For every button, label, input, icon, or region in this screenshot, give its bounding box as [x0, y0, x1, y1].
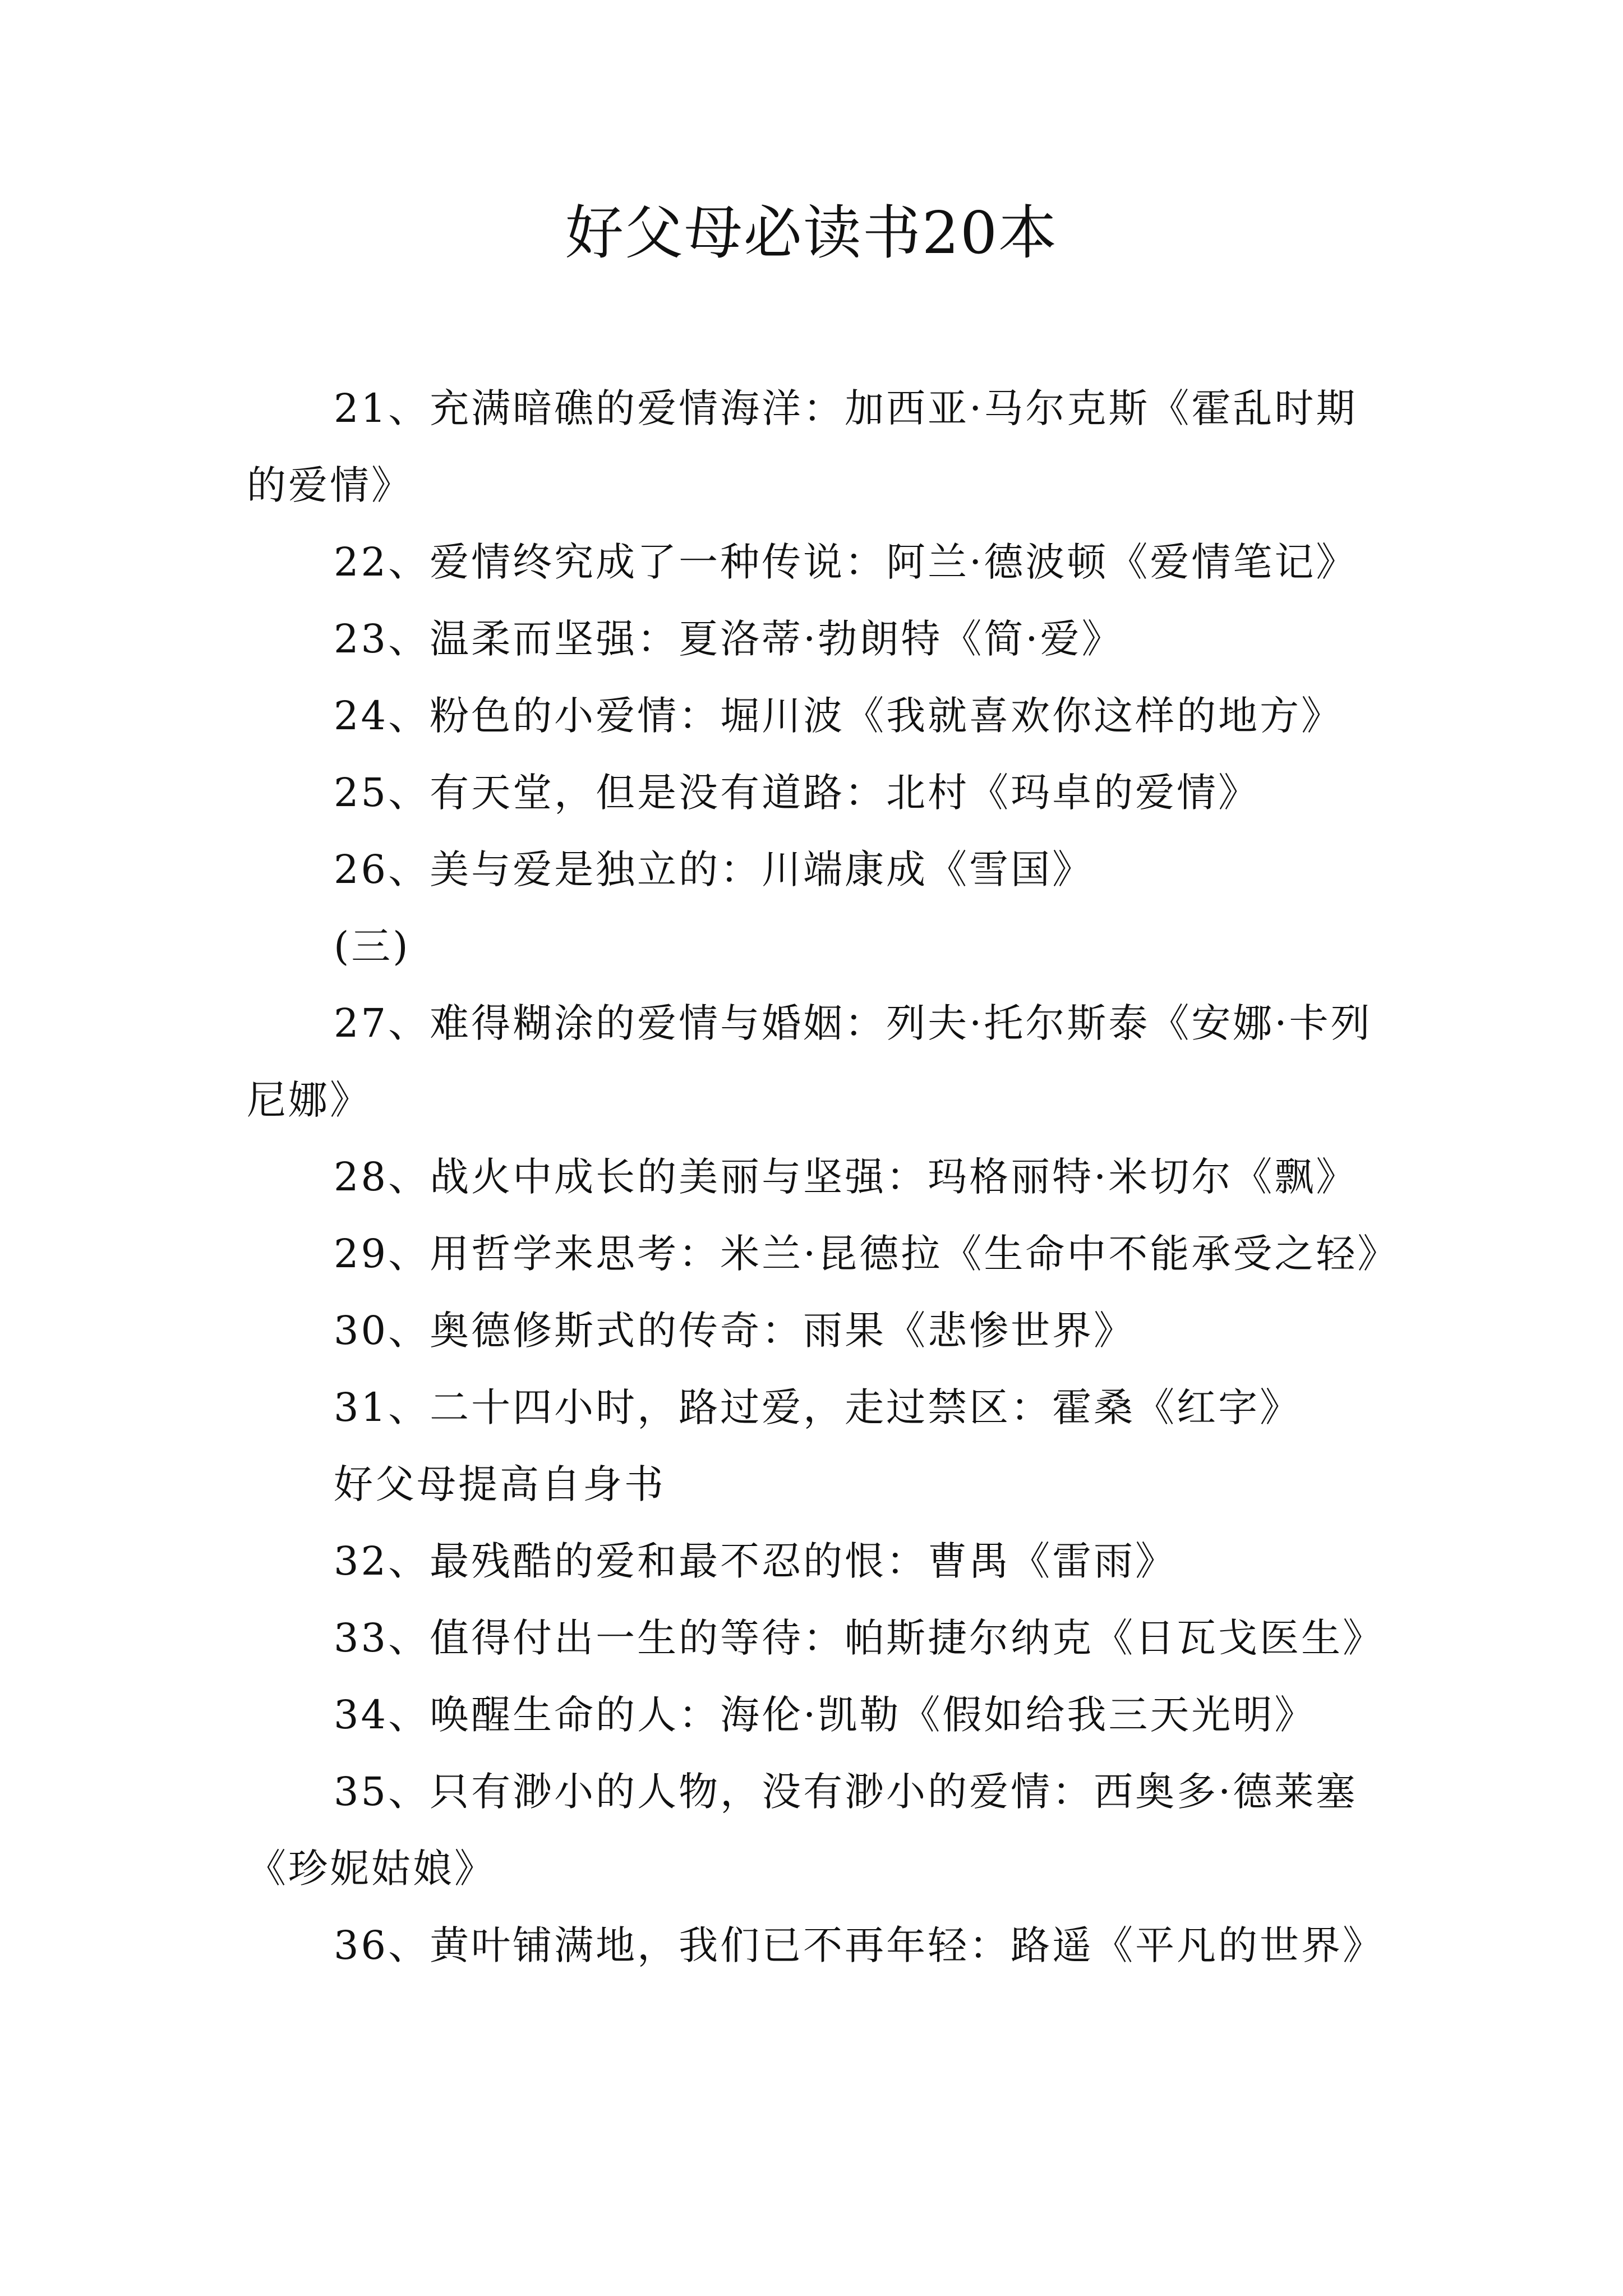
paragraph-33: 33、值得付出一生的等待：帕斯捷尔纳克《日瓦戈医生》	[334, 1615, 1385, 1661]
section-heading-self-improvement: 好父母提高自身书	[334, 1461, 666, 1507]
paragraph-34: 34、唤醒生命的人：海伦·凯勒《假如给我三天光明》	[334, 1692, 1316, 1738]
paragraph-29: 29、用哲学来思考：米兰·昆德拉《生命中不能承受之轻》	[334, 1231, 1399, 1277]
paragraph-30: 30、奥德修斯式的传奇：雨果《悲惨世界》	[334, 1308, 1136, 1354]
paragraph-28: 28、战火中成长的美丽与坚强：玛格丽特·米切尔《飘》	[334, 1154, 1358, 1200]
paragraph-23: 23、温柔而坚强：夏洛蒂·勃朗特《简·爱》	[334, 616, 1123, 662]
paragraph-35: 35、只有渺小的人物，没有渺小的爱情：西奥多·德莱塞《珍妮姑娘》	[247, 1769, 1358, 1892]
paragraph-25: 25、有天堂，但是没有道路：北村《玛卓的爱情》	[334, 770, 1260, 816]
paragraph-21: 21、充满暗礁的爱情海洋：加西亚·马尔克斯《霍乱时期的爱情》	[247, 385, 1358, 508]
section-heading-three: (三)	[334, 923, 411, 969]
paragraph-24: 24、粉色的小爱情：堀川波《我就喜欢你这样的地方》	[334, 693, 1343, 739]
paragraph-26: 26、美与爱是独立的：川端康成《雪国》	[334, 846, 1094, 892]
paragraph-31: 31、二十四小时，路过爱，走过禁区：霍桑《红字》	[334, 1384, 1302, 1430]
paragraph-36: 36、黄叶铺满地，我们已不再年轻：路遥《平凡的世界》	[334, 1922, 1385, 1968]
paragraph-22: 22、爱情终究成了一种传说：阿兰·德波顿《爱情笔记》	[334, 539, 1358, 585]
paragraph-27: 27、难得糊涂的爱情与婚姻：列夫·托尔斯泰《安娜·卡列尼娜》	[247, 1000, 1372, 1123]
paragraph-32: 32、最残酷的爱和最不忍的恨：曹禺《雷雨》	[334, 1538, 1177, 1584]
document-body	[247, 370, 1399, 1984]
document-title: 好父母必读书20本	[565, 199, 1058, 267]
